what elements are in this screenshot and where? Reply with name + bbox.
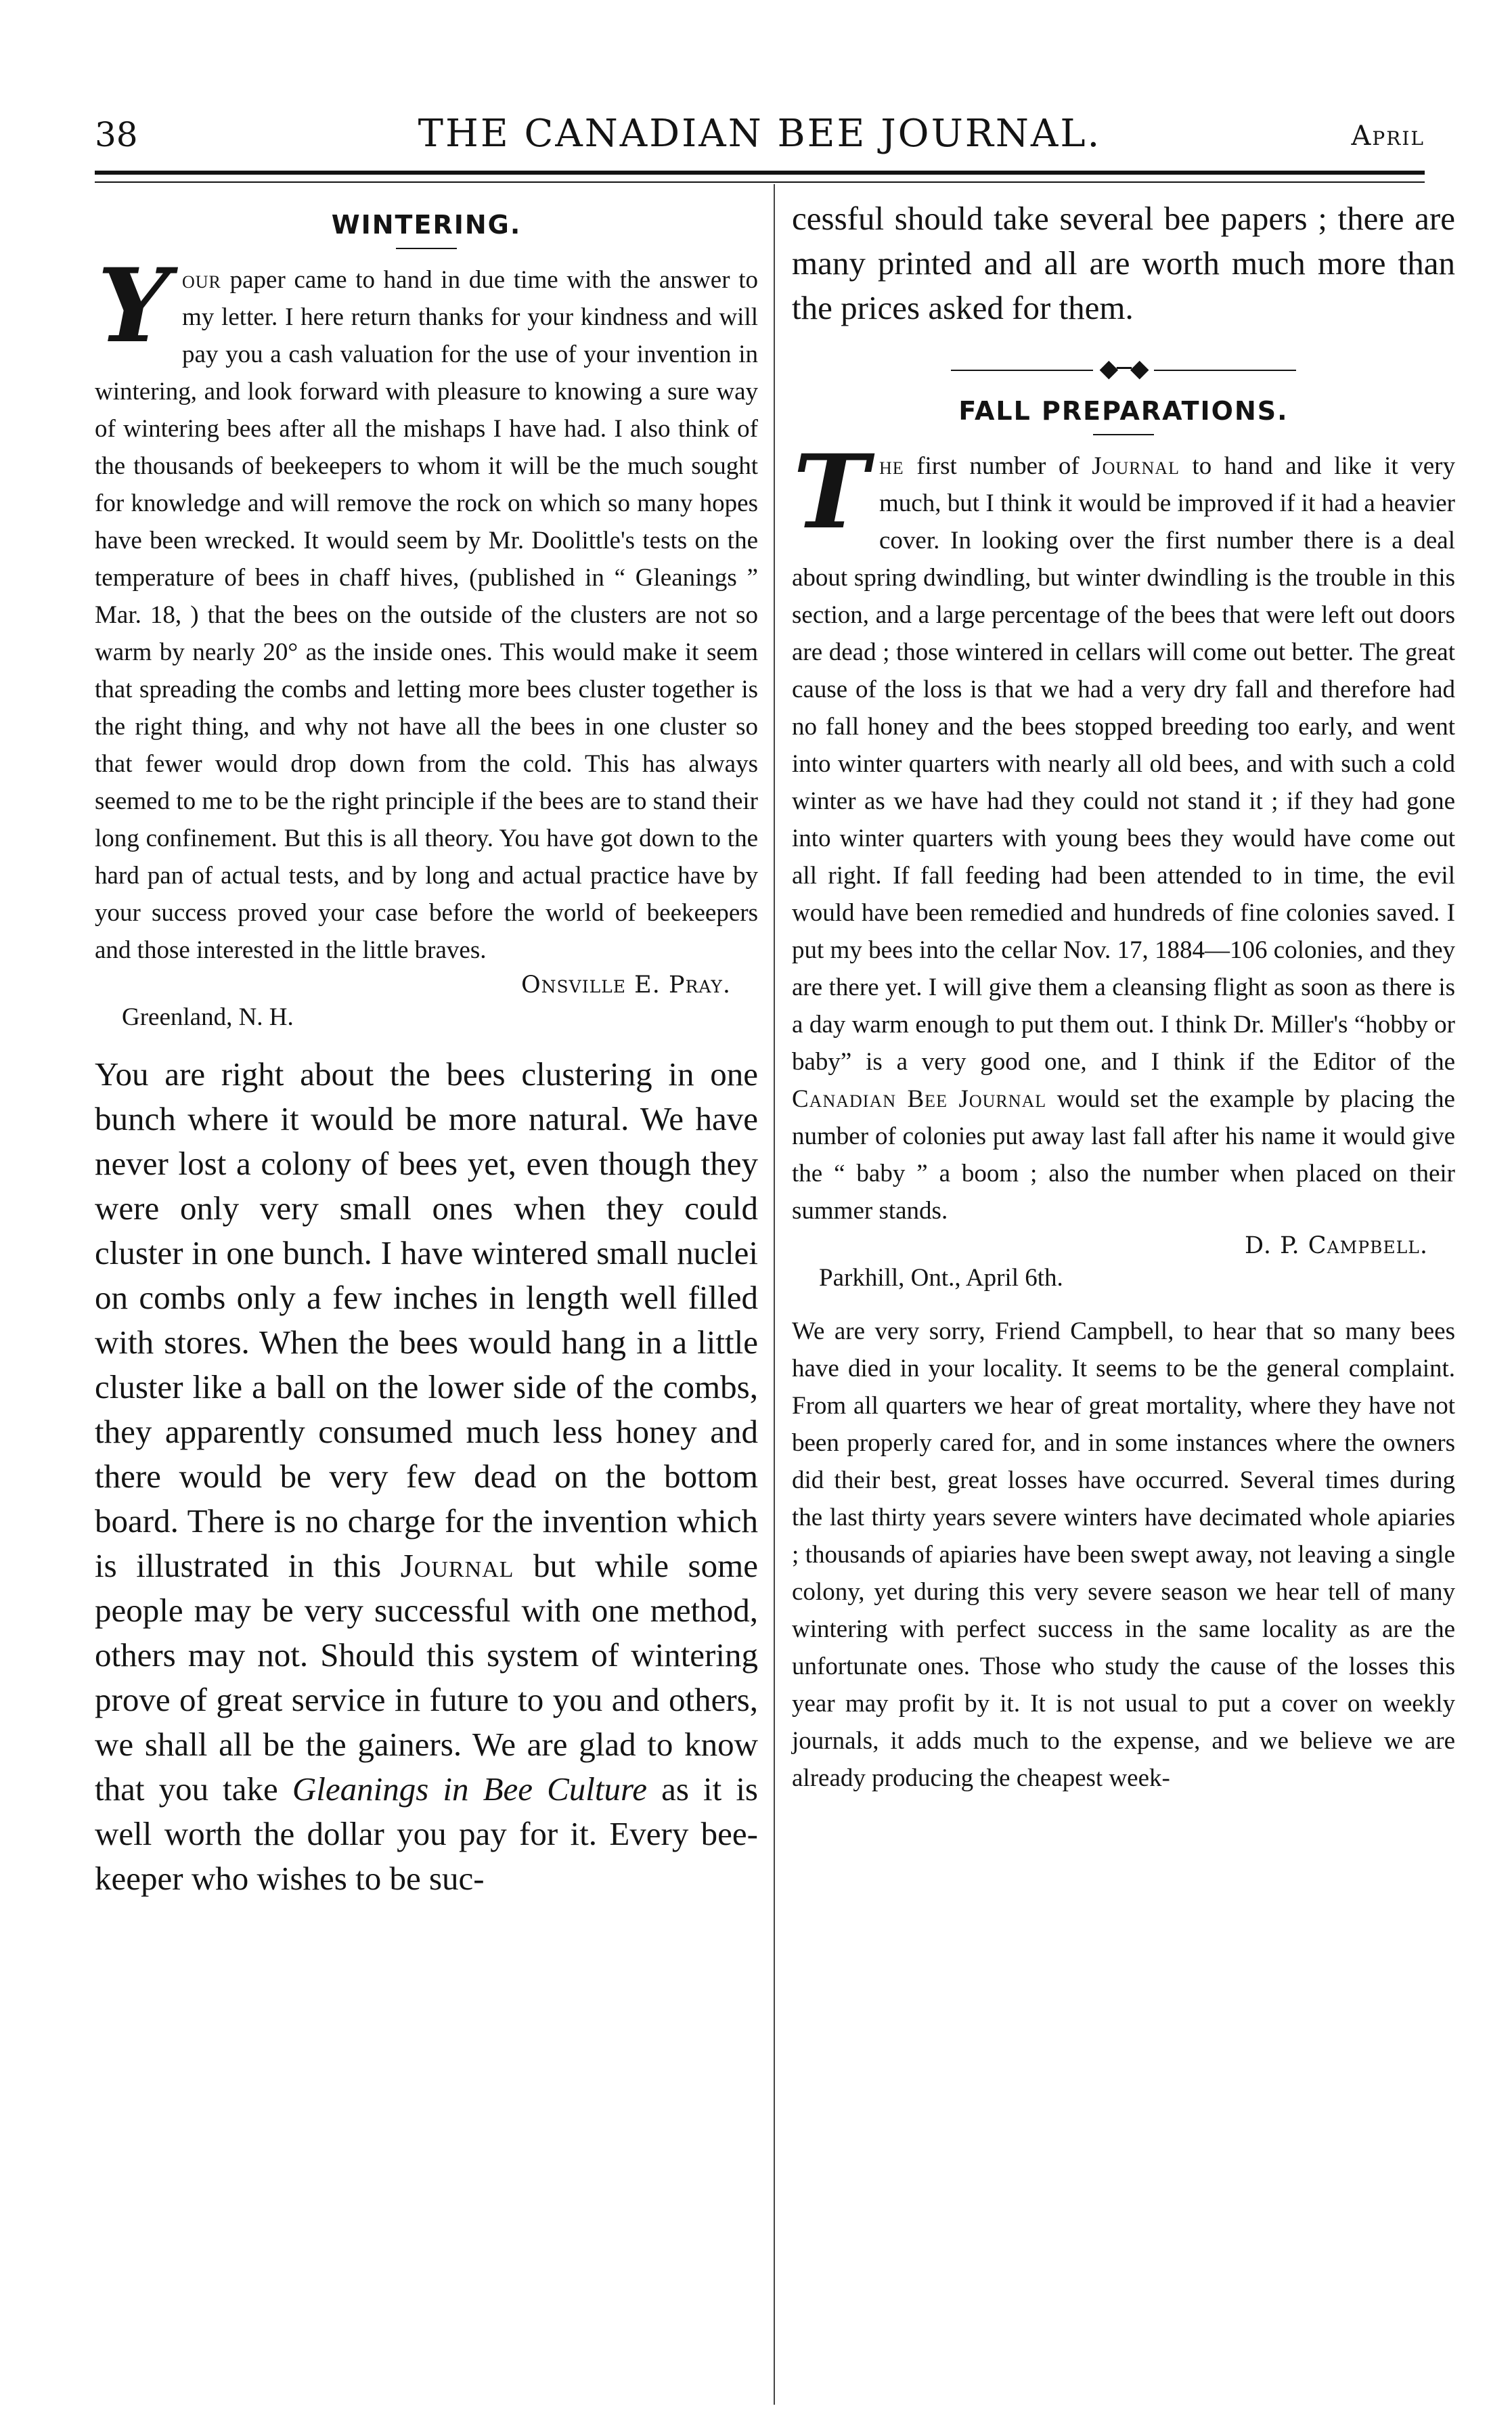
letter-body: paper came to hand in due time with the answer to my letter. I here return thanks for your kindness and will pay you a cash valuation for the use of your invention in wintering, and look forward with pleasure to knowing a sure way of wintering bees after all the mishaps I have had. I also think of the thousands of beekeepers to whom it will be the much sought for knowledge and will remove the rock on which so many hopes have been wrecked. It would seem by Mr. Doolittle's tests on the temperature of bees in chaff hives, (published in “ Gleanings ” Mar. 18, ) that the bees on the outside of the clusters are not so warm by nearly 20° as the inside ones. This would make it seem that spreading the combs and letting more bees cluster together is the right thing, and why not have all the bees in one cluster so that fewer would drop down from the cold. This has always seemed to me to be the right principle if the bees are to stand their long confinement. But this is all theory. You have got down to the hard pan of actual tests, and by long and actual practice have by your success proved your case before the world of beekeepers and those interested in the little braves. bbox=[95, 266, 758, 964]
letter-text-1: first number of bbox=[904, 452, 1092, 480]
letter-wintering bbox=[95, 246, 758, 969]
reply-text-1: You are right about the bees clustering in one bunch where it would be more natural. We have never lost a colony of bees yet, even though they were only very small ones when they could cluster in one bunch. I have wintered small nuclei on combs only a few inches in length well filled with stores. When the bees would hang in a little cluster like a ball on the lower side of the combs, they apparently consumed much less honey and there would be very few dead on the bottom board. There is no charge for the invention which is illustrated in this bbox=[95, 1055, 758, 1584]
editor-reply-fall: We are very sorry, Friend Campbell, to hear that so many bees have died in your locality. It seems to be the general complaint. From all quarters we hear of great mortality, where they have not been properly cared for, and in some instances where the owners did their best, great losses have occurred. Several times during the last thirty years severe winters have decimated whole apiaries ; thousands of apiaries have been swept away, not leaving a single colony, yet during this very severe season we hear tell of many wintering with perfect success in the same locality as are the unfortunate ones. Those who study the cause of the losses this year may profit by it. It is not usual to put a cover on weekly journals, it adds much to the expense, and we believe we are already producing the cheapest week- bbox=[792, 1317, 1455, 1792]
journal-title: THE CANADIAN BEE JOURNAL. bbox=[418, 112, 1102, 156]
letter-lead-word: he bbox=[879, 452, 904, 480]
journal-word: Journal bbox=[1092, 452, 1180, 480]
canadian-bee-journal-name: Canadian Bee Journal bbox=[792, 1085, 1047, 1113]
dropcap-y: Y bbox=[97, 246, 171, 366]
header-rule-thin bbox=[95, 181, 1425, 183]
left-column bbox=[95, 196, 758, 1901]
editor-reply-wintering bbox=[95, 1052, 758, 1901]
letter-text-2: to hand and like it very much, but I think it would be improved if it had a heavier cover. In looking over the first number there is a deal about spring dwindling, but winter dwindling is the trouble in this section, and a large percentage of the bees that were left out doors are dead ; those wintered in cellars will come out better. The great cause of the loss is that we had a very dry fall and therefore had no fall honey and the bees stopped breeding too early, and went into winter quarters with nearly all old bees, and with such a cold winter as we have had they could not stand it ; if they had gone into winter quarters with young bees they would have come out all right. If fall feeding had been attended to in time, the evil would have been remedied and hundreds of fine colonies saved. I put my bees into the cellar Nov. 17, 1884—106 colonies, and they are there yet. I will give them a cleansing flight as soon as there is a day warm enough to put them out. I think Dr. Miller's “hobby or baby” is a very good one, and I think if the Editor of the bbox=[792, 452, 1455, 1076]
issue-month: April bbox=[1351, 121, 1425, 152]
signature-pray: Onsville E. Pray. bbox=[520, 972, 731, 999]
ornament-line-right bbox=[1154, 370, 1296, 371]
ornament-line-left bbox=[951, 370, 1093, 371]
letter-fall-preparations bbox=[792, 433, 1455, 1229]
heading-rule bbox=[1093, 434, 1154, 435]
right-column bbox=[792, 196, 1455, 1797]
place-parkhill: Parkhill, Ont., April 6th. bbox=[819, 1264, 1063, 1292]
dropcap-t: T bbox=[793, 433, 869, 552]
journal-word: Journal bbox=[400, 1547, 514, 1584]
column-divider bbox=[774, 184, 775, 2405]
heading-rule bbox=[396, 248, 457, 249]
header-rule-thick bbox=[95, 171, 1425, 175]
letter-text-3: would set the example by placing the number of colonies put away last fall after his name it would give the “ baby ” a boom ; also the number when placed on their summer stands. bbox=[792, 1085, 1455, 1225]
page-header bbox=[95, 108, 1425, 169]
article-heading-fall-preparations: FALL PREPARATIONS. bbox=[958, 396, 1289, 426]
reply-text-2: but while some people may be very successful with one method, others may not. Should this system of wintering prove of great service in future to you and others, we shall all be the gainers. We are glad to know that you take bbox=[95, 1547, 758, 1808]
letter-lead-word: our bbox=[182, 266, 221, 294]
article-heading-wintering: WINTERING. bbox=[331, 210, 522, 240]
editor-reply-continued: cessful should take several bee papers ; there are many printed and all are worth much more than the prices asked for them. bbox=[792, 200, 1455, 326]
section-ornament bbox=[792, 355, 1455, 383]
ornament-glyph: ◆─◆ bbox=[1099, 355, 1148, 383]
place-greenland: Greenland, N. H. bbox=[122, 1003, 294, 1031]
page-number: 38 bbox=[95, 115, 138, 154]
reply-text-3: as it is well worth the dollar you pay for it. Every bee-keeper who wishes to be suc- bbox=[95, 1770, 759, 1897]
gleanings-title: Gleanings in Bee Culture bbox=[292, 1770, 648, 1808]
signature-campbell: D. P. Campbell. bbox=[1245, 1232, 1428, 1259]
